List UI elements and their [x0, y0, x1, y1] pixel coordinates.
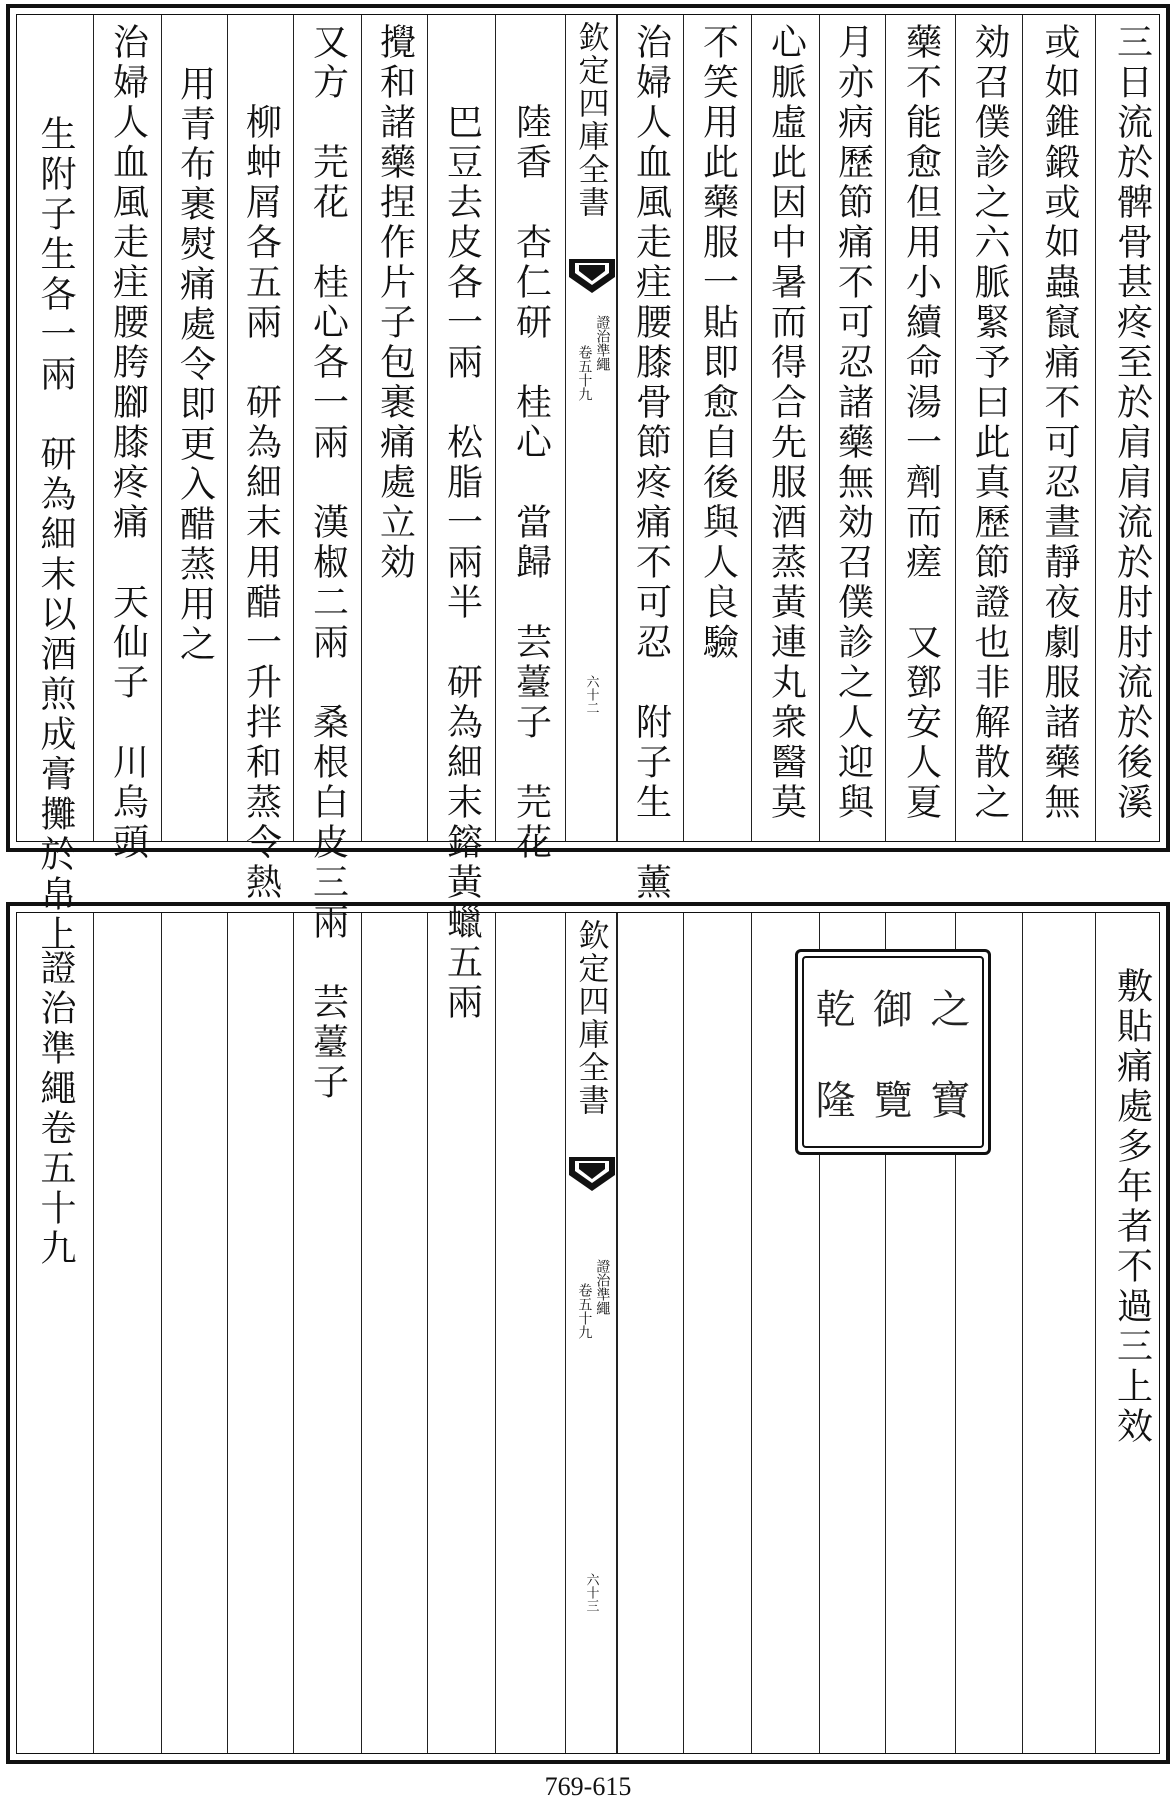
text-column [361, 15, 427, 841]
banner-title: 欽定四庫全書 [572, 919, 609, 1117]
fishtail-ornament [569, 1157, 615, 1191]
banner-book-title: 證治準繩 [594, 315, 611, 371]
text-column [955, 15, 1022, 841]
text-column [227, 15, 293, 903]
banner-volume: 卷五十九 [576, 1283, 593, 1339]
seal-char: 御 [872, 987, 913, 1033]
center-banner [565, 15, 617, 841]
column-text: 効召僕診之六脈緊予曰此真歷節證也非解散之 [969, 23, 1010, 823]
banner-volume: 卷五十九 [576, 345, 593, 401]
column-text: 用青布裹熨痛處令即更入醋蒸用之 [174, 65, 216, 665]
text-column [161, 913, 227, 1753]
bottom-page-frame [6, 902, 1170, 1764]
seal-char: 隆 [815, 1078, 856, 1124]
text-column [683, 913, 751, 1753]
seal-characters [808, 962, 978, 1142]
page-number: 六十二 [583, 675, 599, 714]
column-text: 敷貼痛處多年者不過三上效 [1111, 967, 1153, 1447]
bottom-page-inner-border [16, 912, 1160, 1754]
column-text: 治婦人血風走疰腰膝骨節疼痛不可忍 附子生 薰 [630, 23, 672, 903]
text-column [361, 913, 427, 1753]
column-text: 又方 芫花 桂心各一兩 漢椒二兩 桑根白皮三兩 芸薹子 [307, 23, 349, 1103]
page-number: 六十三 [583, 1573, 599, 1612]
top-page-frame [6, 4, 1170, 1103]
column-text: 生附子生各一兩 研為細末以酒煎成膏攤於帛上 [35, 115, 76, 955]
column-text: 治婦人血風走疰腰胯腳膝疼痛 天仙子 川烏頭 [107, 23, 149, 863]
text-column [427, 15, 495, 1023]
end-title: 證治準繩卷五十九 [35, 949, 76, 1269]
imperial-seal [795, 949, 991, 1155]
column-text: 陸香 杏仁研 桂心 當歸 芸薹子 芫花 [510, 103, 552, 863]
text-column [161, 15, 227, 841]
column-text: 不笑用此藥服一貼即愈自後與人良驗 [697, 23, 739, 663]
seal-char: 乾 [815, 987, 856, 1033]
text-column [495, 913, 565, 1753]
column-text: 月亦病歷節痛不可忍諸藥無効召僕診之人迎與 [832, 23, 874, 823]
column-text: 攪和諸藥捏作片子包裹痛處立効 [374, 23, 416, 583]
banner-title: 欽定四庫全書 [572, 21, 609, 219]
column-text: 巴豆去皮各一兩 松脂一兩半 研為細末鎔黃蠟五兩 [441, 103, 483, 1023]
text-column [17, 913, 93, 1753]
text-column [17, 15, 93, 955]
text-column [1022, 913, 1095, 1753]
text-column [1022, 15, 1095, 841]
column-text: 心脈虛此因中暑而得合先服酒蒸黃連丸衆醫莫 [765, 23, 807, 823]
top-page-inner-border [16, 14, 1160, 1103]
banner-book-title: 證治準繩 [594, 1259, 611, 1315]
fishtail-ornament [569, 259, 615, 293]
center-banner [565, 913, 617, 1753]
seal-char: 寶 [930, 1078, 971, 1124]
seal-char: 覽 [872, 1078, 913, 1124]
column-text: 柳蚛屑各五兩 研為細末用醋一升拌和蒸令熱 [240, 103, 282, 903]
column-text: 或如錐鍛或如蟲竄痛不可忍晝靜夜劇服諸藥無 [1039, 23, 1080, 823]
text-column [819, 15, 885, 841]
column-text: 三日流於髀骨甚疼至於肩肩流於肘肘流於後溪 [1111, 23, 1153, 823]
text-column [1095, 913, 1167, 1753]
column-text: 藥不能愈但用小續命湯一劑而瘥 又鄧安人夏 [900, 23, 942, 823]
text-column [617, 913, 683, 1753]
seal-char: 之 [930, 987, 971, 1033]
text-column [293, 913, 361, 1753]
text-column [617, 15, 683, 903]
text-column [227, 913, 293, 1753]
text-column [293, 15, 361, 1103]
page-code: 769-615 [544, 1772, 632, 1801]
text-column [885, 15, 955, 841]
text-column [93, 15, 161, 863]
text-column [751, 15, 819, 841]
text-column [93, 913, 161, 1753]
text-column [683, 15, 751, 841]
text-column [427, 913, 495, 1753]
text-column [495, 15, 565, 863]
text-column [1095, 15, 1167, 841]
